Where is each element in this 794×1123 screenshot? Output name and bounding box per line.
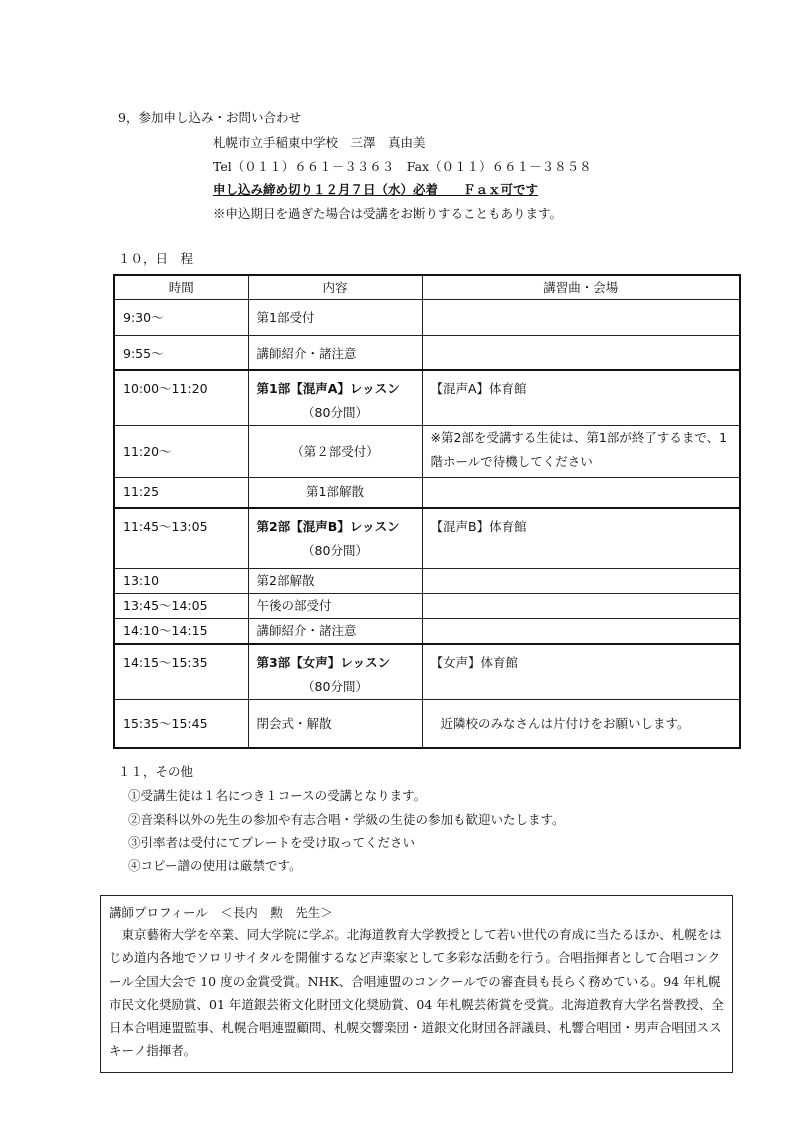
profile-text: 東京藝術大学を卒業、同大学院に学ぶ。北海道教育大学教授として若い世代の育成に当たるほか、札幌をはじめ道内各地でソロリサイタルを開催するなど声楽家として多彩な活動を行う。合唱指揮者として合唱コンクール全国大会で 10 度の金賞受賞。NHK、合唱連盟のコンクールでの審査員も長らく務めている。94 年札幌市民文化奨励賞、01 年道銀芸術文化財団文化奨励賞、04 年札幌芸術賞を受賞。北海道教育大学名誉教授、全日本合唱連盟監事、札幌合唱連盟顧問、札幌交響楽団・道銀文化財団各評議員、札響合唱団・男声合唱団ススキーノ指揮者。 (109, 927, 724, 1059)
other-item: ②音楽科以外の先生の参加や有志合唱・学級の生徒の参加も歓迎いたします。 (128, 812, 565, 827)
content-cell: 第1部解散 (248, 477, 422, 508)
time-cell: 14:15～15:35 (114, 644, 248, 700)
table-row (114, 644, 740, 700)
content-cell (248, 644, 422, 700)
venue-cell (422, 477, 740, 508)
content-cell (248, 508, 422, 568)
table-row (114, 425, 740, 477)
content-cell: 午後の部受付 (248, 593, 422, 618)
venue-cell: 【混声B】体育館 (422, 508, 740, 568)
time-cell: 13:10 (114, 568, 248, 593)
time-cell: 13:45～14:05 (114, 593, 248, 618)
venue-cell: 【混声A】体育館 (422, 370, 740, 426)
table-row (114, 618, 740, 644)
content-cell: 閉会式・解散 (248, 700, 422, 748)
other-item: ③引率者は受付にてプレートを受け取ってください (128, 835, 416, 850)
lesson-duration: （80分間） (302, 404, 368, 420)
time-cell: 15:35～15:45 (114, 700, 248, 748)
other-item: ①受講生徒は１名につき１コースの受講となります。 (128, 788, 427, 803)
content-cell: 講師紹介・諸注意 (248, 618, 422, 644)
instructor-profile-box (100, 895, 733, 1073)
venue-cell: 【女声】体育館 (422, 644, 740, 700)
other-item: ④コピー譜の使用は厳禁です。 (128, 858, 302, 873)
venue-cell (422, 300, 740, 336)
table-row (114, 700, 740, 748)
time-cell: 11:45～13:05 (114, 508, 248, 568)
section11-heading: １１，その他 (118, 764, 194, 779)
contact-phone-fax: Tel（０１１）６６１－３３６３ Fax（０１１）６６１－３８５８ (213, 159, 592, 174)
late-note: ※申込期日を過ぎた場合は受講をお断りすることもあります。 (213, 206, 563, 221)
time-cell: 9:30～ (114, 300, 248, 336)
content-cell: （第２部受付） (248, 425, 422, 477)
deadline-notice: 申し込み締め切り１２月７日（水）必着 Ｆａｘ可です (213, 182, 539, 197)
schedule-table (113, 274, 741, 749)
content-cell (248, 370, 422, 426)
content-cell: 第2部解散 (248, 568, 422, 593)
section10-heading: １０，日 程 (118, 251, 194, 266)
time-cell: 10:00～11:20 (114, 370, 248, 426)
table-row (114, 370, 740, 426)
time-cell: 11:20～ (114, 425, 248, 477)
lesson-duration: （80分間） (302, 679, 368, 694)
time-cell: 9:55～ (114, 336, 248, 370)
time-cell: 14:10～14:15 (114, 618, 248, 644)
venue-cell: 近隣校のみなさんは片付けをお願いします。 (422, 700, 740, 748)
lesson-title: 第3部【女声】レッスン (256, 655, 391, 670)
table-row (114, 336, 740, 370)
section9-heading: 9，参加申し込み・お問い合わせ (118, 110, 301, 125)
table-row (114, 508, 740, 568)
content-cell: 第1部受付 (248, 300, 422, 336)
table-row (114, 477, 740, 508)
venue-cell (422, 618, 740, 644)
header-venue: 講習曲・会場 (422, 275, 740, 300)
contact-name: 札幌市立手稲東中学校 三澤 真由美 (213, 135, 426, 150)
table-row (114, 300, 740, 336)
time-cell: 11:25 (114, 477, 248, 508)
venue-cell (422, 593, 740, 618)
venue-cell (422, 568, 740, 593)
venue-cell (422, 336, 740, 370)
lesson-title: 第2部【混声B】レッスン (256, 519, 400, 534)
profile-title: 講師プロフィール ＜長内 勲 先生＞ (109, 905, 333, 920)
content-cell: 講師紹介・諸注意 (248, 336, 422, 370)
lesson-title: 第1部【混声A】レッスン (256, 380, 400, 396)
venue-cell: ※第2部を受講する生徒は、第1部が終了するまで、1階ホールで待機してください (422, 425, 740, 477)
lesson-duration: （80分間） (302, 543, 368, 558)
header-time: 時間 (114, 275, 248, 300)
header-content: 内容 (248, 275, 422, 300)
table-row (114, 593, 740, 618)
table-row (114, 568, 740, 593)
